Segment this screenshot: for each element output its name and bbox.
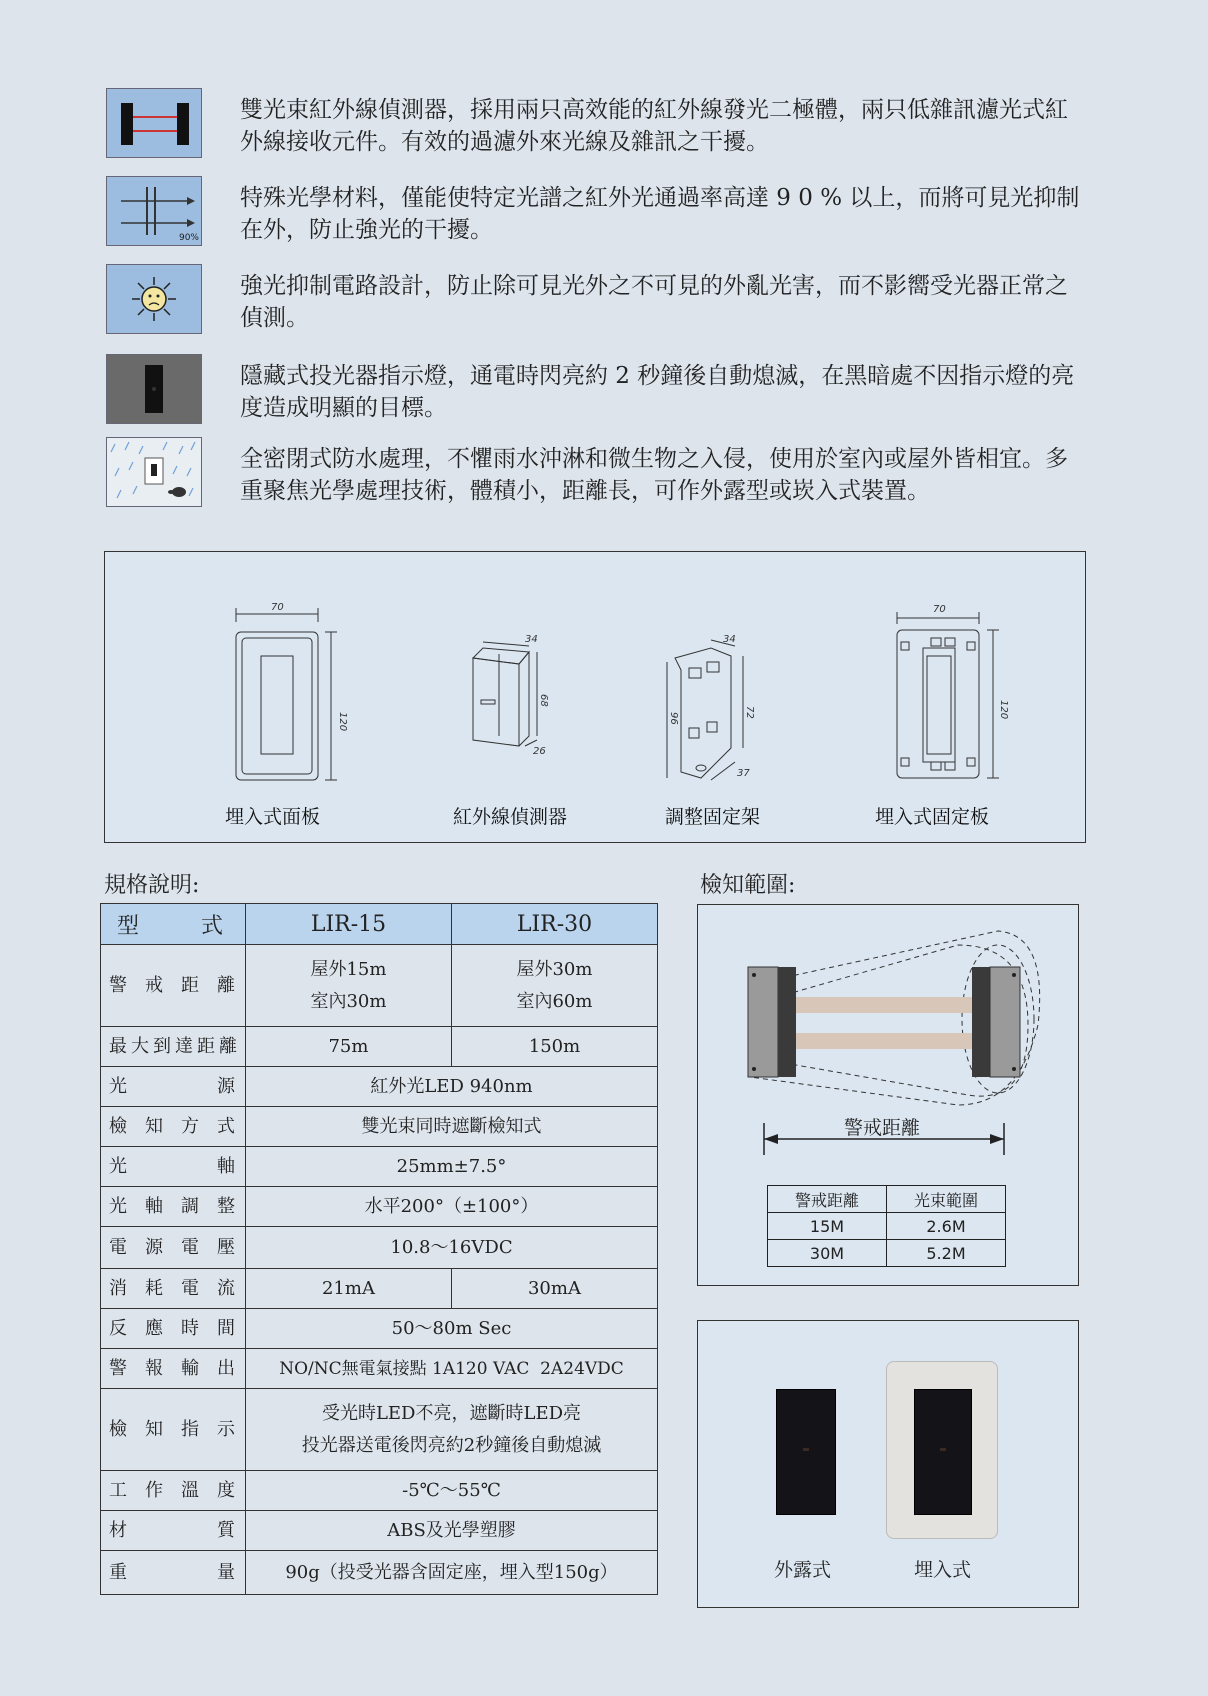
- sensor-height-dim: 68: [538, 694, 549, 707]
- spec-label: 消耗電流: [101, 1269, 246, 1309]
- table-row: [101, 1551, 658, 1595]
- detection-range-panel: [697, 904, 1079, 1286]
- range-table-header: 光束範圍: [887, 1186, 1006, 1213]
- range-table-cell: 5.2M: [887, 1240, 1006, 1267]
- spec-value: 紅外光LED 940nm: [246, 1067, 658, 1107]
- feature-text: 全密閉式防水處理，不懼雨水沖淋和微生物之入侵，使用於室內或屋外皆相宜。多重聚焦光學處理技術，體積小，距離長，可作外露型或崁入式裝置。: [240, 446, 1068, 504]
- spec-value: NO/NC無電氣接點 1A120 VAC 2A24VDC: [246, 1349, 658, 1389]
- spec-value: 50～80m Sec: [246, 1309, 658, 1349]
- spec-value: 屋外15m 室內30m: [246, 945, 452, 1027]
- spec-label: 工作溫度: [101, 1471, 246, 1511]
- feature-3: [106, 264, 1086, 336]
- table-row: [101, 1389, 658, 1471]
- spec-value: 150m: [451, 1027, 657, 1067]
- flush-mount-label: 埋入式: [914, 1559, 972, 1581]
- surface-mount-label: 外露式: [774, 1559, 832, 1581]
- ir-sensor-drawing: [473, 642, 537, 746]
- feature-5: [106, 437, 1086, 509]
- spec-value: ABS及光學塑膠: [246, 1511, 658, 1551]
- spec-header-model: LIR-30: [451, 904, 657, 945]
- optical-filter-icon: [106, 176, 202, 246]
- indicator-led: [803, 1448, 809, 1451]
- table-row: [101, 1027, 658, 1067]
- indicator-led: [940, 1448, 946, 1451]
- feature-text: 特殊光學材料，僅能使特定光譜之紅外光通過率高達 9 0 % 以上，而將可見光抑制在外，防止強光的干擾。: [240, 185, 1080, 243]
- range-title: 檢知範圍:: [700, 873, 796, 898]
- caption-ir-sensor: 紅外線偵測器: [453, 806, 568, 828]
- spec-value: 雙光束同時遮斷檢知式: [246, 1107, 658, 1147]
- spec-value: 10.8～16VDC: [246, 1227, 658, 1269]
- bracket-height-dim-a: 96: [668, 712, 679, 725]
- alert-distance-label: 警戒距離: [844, 1117, 921, 1139]
- filter-percent-label: 90%: [178, 233, 199, 243]
- spec-label: 警戒距離: [101, 945, 246, 1027]
- bracket-height-dim-b: 72: [744, 706, 755, 719]
- waterproof-icon: [106, 437, 202, 507]
- table-row: [101, 1269, 658, 1309]
- table-row: [101, 1107, 658, 1147]
- spec-value: 屋外30m 室內60m: [451, 945, 657, 1027]
- table-row: [768, 1213, 1006, 1240]
- table-row: [768, 1186, 1006, 1213]
- sensor-depth-dim: 26: [533, 746, 546, 757]
- spec-value: 75m: [246, 1027, 452, 1067]
- flush-panel-drawing: [236, 608, 337, 780]
- table-row: [101, 1511, 658, 1551]
- spec-label: 重量: [101, 1551, 246, 1595]
- feature-1: [106, 88, 1086, 160]
- feature-text: 強光抑制電路設計，防止除可見光外之不可見的外亂光害，而不影嚮受光器正常之偵測。: [240, 273, 1068, 331]
- spec-value: 90g（投受光器含固定座，埋入型150g）: [246, 1551, 658, 1595]
- spec-value: 受光時LED不亮，遮斷時LED亮 投光器送電後閃亮約2秒鐘後自動熄滅: [246, 1389, 658, 1471]
- spec-label: 檢知指示: [101, 1389, 246, 1471]
- feature-4: [106, 354, 1086, 426]
- table-row: [101, 1309, 658, 1349]
- table-row: [768, 1240, 1006, 1267]
- sensor-width-dim: 34: [525, 634, 538, 645]
- spec-title: 規格說明:: [104, 873, 200, 898]
- feature-text: 隱藏式投光器指示燈，通電時閃亮約 2 秒鐘後自動熄滅，在黑暗處不因指示燈的亮度造成明顯的目標。: [240, 363, 1075, 421]
- spec-header-model: LIR-15: [246, 904, 452, 945]
- spec-value: 水平200°（±100°）: [246, 1187, 658, 1227]
- mounting-types-panel: [697, 1320, 1079, 1608]
- hidden-indicator-icon: [106, 354, 202, 424]
- flush-mount-frame: [886, 1361, 998, 1539]
- spec-label: 檢知方式: [101, 1107, 246, 1147]
- feature-text: 雙光束紅外線偵測器，採用兩只高效能的紅外線發光二極體，兩只低雜訊濾光式紅外線接收元件。有效的過濾外來光線及雜訊之干擾。: [240, 97, 1068, 155]
- spec-label: 光軸: [101, 1147, 246, 1187]
- range-table-cell: 30M: [768, 1240, 887, 1267]
- dimension-diagram-panel: [104, 551, 1086, 843]
- table-row: [101, 1227, 658, 1269]
- spec-value: 25mm±7.5°: [246, 1147, 658, 1187]
- table-row: [101, 1147, 658, 1187]
- spec-header-label: 型 式: [101, 904, 246, 945]
- table-row: [101, 1471, 658, 1511]
- bracket-width-dim: 34: [723, 634, 736, 645]
- range-table-cell: 2.6M: [887, 1213, 1006, 1240]
- spec-value: 30mA: [451, 1269, 657, 1309]
- caption-flush-plate: 埋入式固定板: [875, 806, 990, 828]
- dimension-drawings: [105, 552, 1085, 842]
- spec-label: 材質: [101, 1511, 246, 1551]
- range-table: [767, 1185, 1006, 1267]
- spec-header-row: [101, 904, 658, 945]
- table-row: [101, 945, 658, 1027]
- spec-label: 警報輸出: [101, 1349, 246, 1389]
- spec-value: -5℃～55℃: [246, 1471, 658, 1511]
- panel-height-dim: 120: [337, 712, 348, 732]
- spec-label: 光源: [101, 1067, 246, 1107]
- bracket-depth-dim: 37: [737, 768, 750, 779]
- dual-beam-icon: [106, 88, 202, 158]
- table-row: [101, 1349, 658, 1389]
- feature-2: [106, 176, 1086, 248]
- flush-plate-drawing: [897, 612, 999, 778]
- spec-label: 反應時間: [101, 1309, 246, 1349]
- mount-bracket-drawing: [667, 640, 743, 780]
- spec-label: 電源電壓: [101, 1227, 246, 1269]
- table-row: [101, 1067, 658, 1107]
- spec-label: 光軸調整: [101, 1187, 246, 1227]
- table-row: [101, 1187, 658, 1227]
- caption-flush-panel: 埋入式面板: [225, 806, 321, 828]
- plate-height-dim: 120: [998, 700, 1009, 720]
- range-table-header: 警戒距離: [768, 1186, 887, 1213]
- range-table-cell: 15M: [768, 1213, 887, 1240]
- spec-label: 最大到達距離: [101, 1027, 246, 1067]
- spec-table: [100, 903, 658, 1595]
- panel-width-dim: 70: [271, 602, 284, 613]
- spec-value: 21mA: [246, 1269, 452, 1309]
- sun-icon: [106, 264, 202, 334]
- plate-width-dim: 70: [933, 604, 946, 615]
- caption-mount-bracket: 調整固定架: [665, 806, 761, 828]
- surface-mount-device: [776, 1389, 836, 1515]
- flush-mount-device: [914, 1389, 972, 1515]
